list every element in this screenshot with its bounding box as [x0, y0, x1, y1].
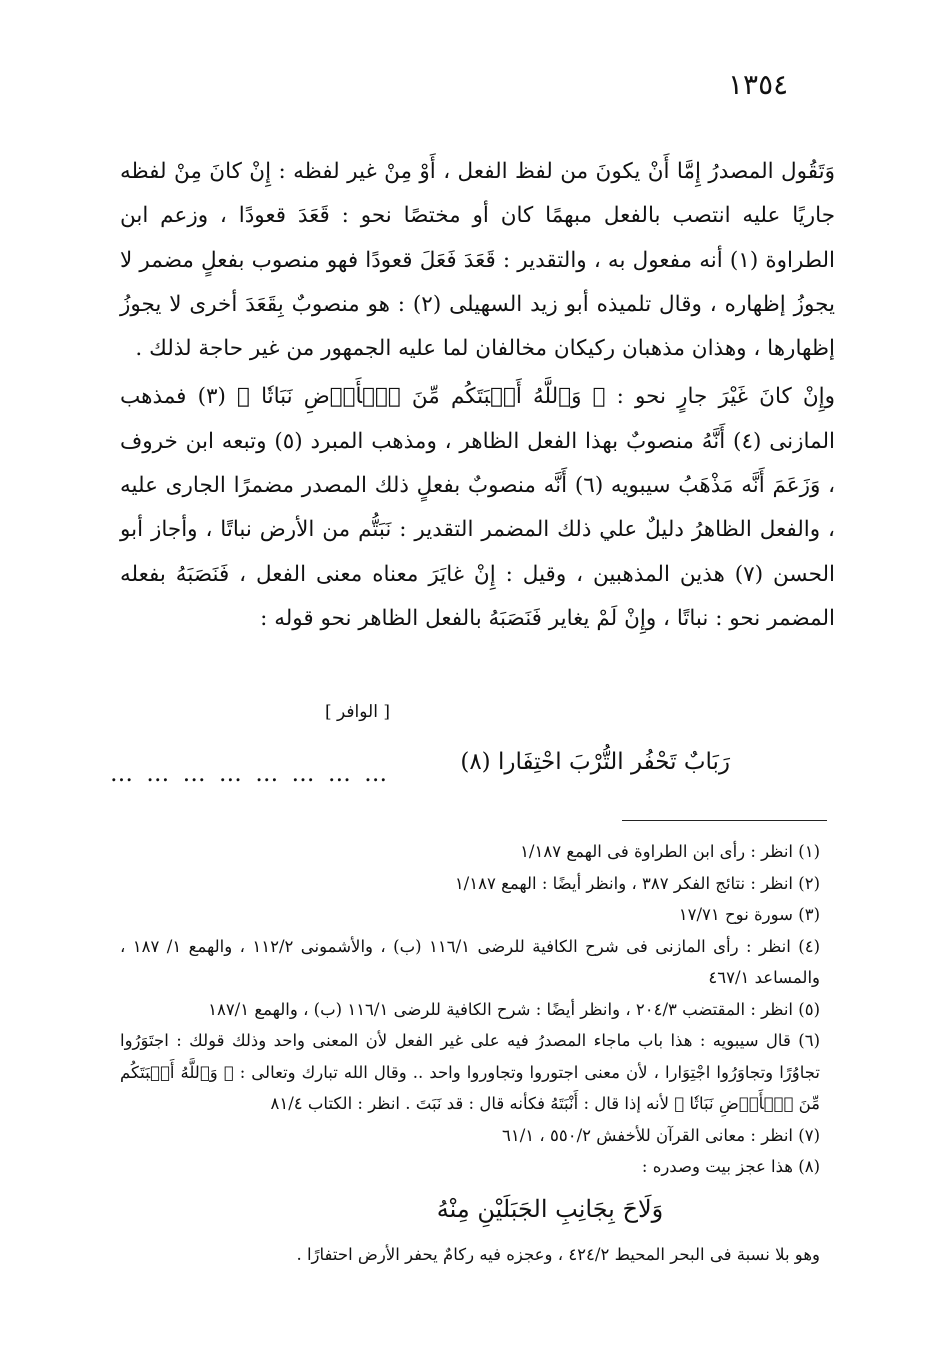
poetic-meter-label: [ الوافر ]	[325, 702, 390, 722]
verse-first-hemistich: رَبَابٌ تَحْفُر التُّرْبَ احْتِفَارا (٨)	[460, 749, 730, 775]
footnotes	[120, 836, 820, 1270]
paragraph: وَتَقُول المصدرُ إِمَّا أَنْ يكونَ من لفظ الفعل ، أَوْ مِنْ غير لفظه : إِنْ كانَ مِنْ لفظه جاريًا عليه انتصب بالفعل مبهمًا كان أو مختصًا نحو : قَعَدَ قعودًا ، وزعم ابن الطراوة (١) أنه مفعول به ، والتقدير : قَعَدَ فَعَلَ قعودًا فهو منصوب بفعلٍ مضمر لا يجوزُ إظهاره ، وقال تلميذه أبو زيد السهيلى (٢) : هو منصوبٌ بِقَعَدَ أخرى لا يجوزُ إظهارها ، وهذان مذهبان ركيكان مخالفان لما عليه الجمهور من غير حاجة لذلك .	[120, 159, 835, 362]
footnote-verse: وَلَاحَ بِجَانِبِ الجَبَلَيْنِ مِنْهُ	[436, 1194, 664, 1223]
footnote: (٢) انظر : نتائج الفكر ٣٨٧ ، وانظر أيضًا : الهمع ١/١٨٧	[454, 873, 820, 893]
main-text	[120, 150, 835, 641]
footnote: (٥) انظر : المقتضب ٢٠٤/٣ ، وانظر أيضًا : شرح الكافية للرضى ١١٦/١ (ب) ، والهمع ١٨٧/١	[208, 999, 820, 1019]
footnote: (٦) قال سيبويه : هذا باب ماجاء المصدرُ فيه على غير الفعل لأن المعنى واحد وذلك قولك : اجتَوَرُوا تجاوُرًا وتجاوَرُوا اجْتِوَارا ، لأن معنى اجتوروا وتجاوروا واحد .. وقال الله تبارك وتعالى : ﴿ وَٱللَّهُ أَنۢبَتَكُم مِّنَ ٱلۡأَرۡضِ نَبَاتٗا ﴾ لأنه إذا قال : أَنْبَتَهُ فكأنه قال : قد نَبَتَ . انظر : الكتاب ٨١/٤	[120, 1031, 820, 1113]
footnote: (٤) انظر : رأى المازنى فى شرح الكافية للرضى ١١٦/١ (ب) ، والأشمونى ١١٢/٢ ، والهمع ١/ ١٨٧ ، والمساعد ٤٦٧/١	[120, 936, 820, 987]
footnote: (٨) هذا عجز بيت وصدره :	[641, 1157, 820, 1176]
footnote: (١) انظر : رأى ابن الطراوة فى الهمع ١/١٨٧	[520, 842, 820, 861]
poetry-verse	[110, 742, 730, 802]
verse-second-hemistich: … … … … … … … …	[110, 761, 391, 787]
footnote: (٣) سورة نوح ١٧/٧١	[678, 905, 820, 924]
paragraph: وإِنْ كانَ غَيْرَ جارٍ نحو : ﴿ وَٱللَّهُ أَنۢبَتَكُم مِّنَ ٱلۡأَرۡضِ نَبَاتٗا ﴾ (٣) فمذهب المازنى (٤) أَنَّهُ منصوبٌ بهذا الفعل الظاهر ، ومذهب المبرد (٥) وتبعه ابن خروف ، وَزَعَمَ أَنَّه مَذْهَبُ سيبويه (٦) أَنَّه منصوبٌ بفعلٍ ذلك المصدر مضمرًا الجارى عليه ، والفعل الظاهرُ دليلٌ علي ذلك المضمر التقدير : نَبَتُّم من الأرض نباتًا ، وأجاز أبو الحسن (٧) هذين المذهبين ، وقيل : إِنْ غايَرَ معناه معنى الفعل ، فَنَصَبَهُ بفعله المضمر نحو : نباتًا ، وإِنْ لَمْ يغاير فَنَصَبَهُ بالفعل الظاهر نحو قوله :	[120, 384, 836, 631]
page-number: ١٣٥٤	[728, 68, 789, 101]
footnote-closing: وهو بلا نسبة فى البحر المحيط ٤٢٤/٢ ، وعجزه فيه ركامٌ يحفر الأرض احتفارًا .	[296, 1244, 820, 1264]
footnote: (٧) انظر : معانى القرآن للأخفش ٥٥٠/٢ ، ٦١/١	[502, 1125, 820, 1145]
footnote-separator	[622, 820, 827, 821]
